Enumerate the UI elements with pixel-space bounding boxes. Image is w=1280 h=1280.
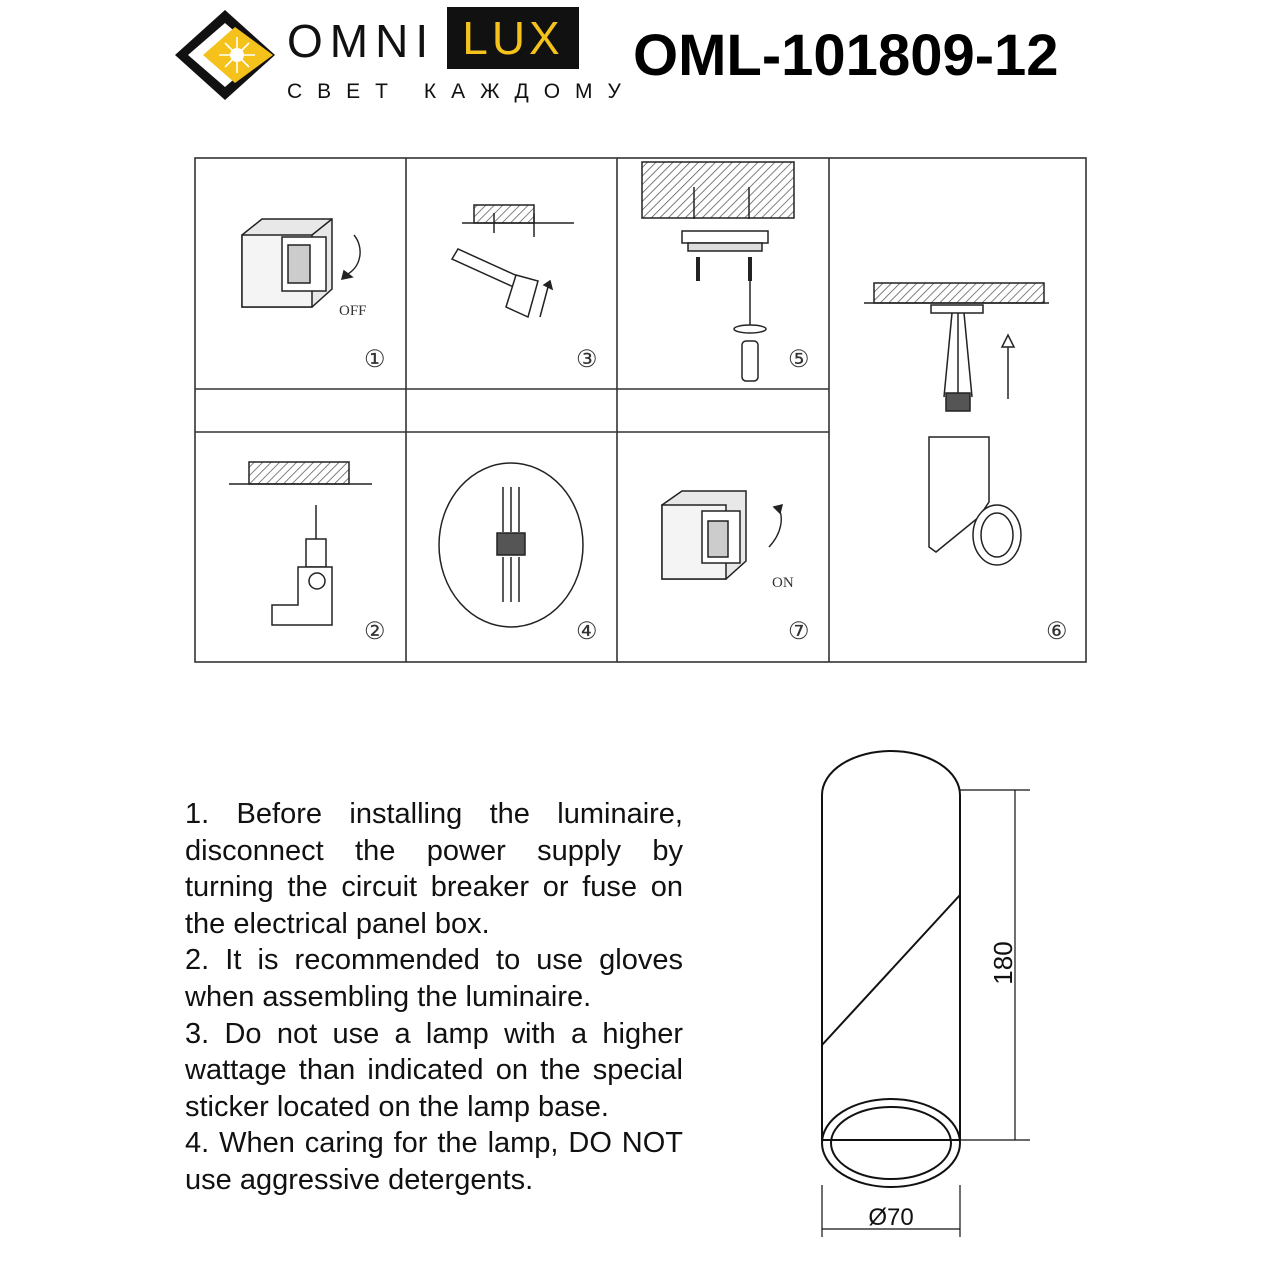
step-1-caption: OFF: [339, 303, 367, 319]
step-5-number: ⑤: [788, 346, 810, 373]
model-number: OML-101809-12: [633, 23, 1059, 88]
instruction-item: 2. It is recommended to use gloves when assembling the luminaire.: [185, 944, 683, 1013]
height-dimension-label: 180: [988, 941, 1018, 985]
brand-name-omni: OMNI: [287, 15, 436, 67]
lamp-mount-icon: [864, 283, 1049, 565]
step-7-caption: ON: [772, 575, 794, 591]
power-switch-on-icon: [662, 491, 782, 579]
step-7-number: ⑦: [788, 618, 810, 645]
instruction-item: 1. Before installing the luminaire, disconnect the power supply by turning the circuit breaker or fuse on the electrical panel box.: [185, 798, 683, 940]
instruction-item: 3. Do not use a lamp with a higher wattage than indicated on the special sticker located on the lamp base.: [185, 1017, 683, 1123]
screwdriver-icon: [642, 162, 794, 381]
step-4-number: ④: [576, 618, 598, 645]
power-switch-off-icon: [242, 219, 360, 307]
step-1-number: ①: [364, 346, 386, 373]
hammer-icon: [452, 205, 574, 317]
step-2-number: ②: [364, 618, 386, 645]
step-6-number: ⑥: [1046, 618, 1068, 645]
step-3-number: ③: [576, 346, 598, 373]
mounting-bracket-icon: [229, 462, 372, 625]
terminal-block-icon: [439, 463, 583, 627]
safety-instructions: [185, 796, 683, 1199]
brand-name-lux: LUX: [447, 7, 579, 69]
lamp-dimension-drawing: [800, 745, 1060, 1245]
instruction-item: 4. When caring for the lamp, DO NOT use aggressive detergents.: [185, 1127, 683, 1196]
installation-steps-diagram: [194, 157, 1087, 663]
brand-tagline: СВЕТ КАЖДОМУ: [287, 80, 636, 103]
diameter-dimension-label: Ø70: [868, 1204, 914, 1231]
